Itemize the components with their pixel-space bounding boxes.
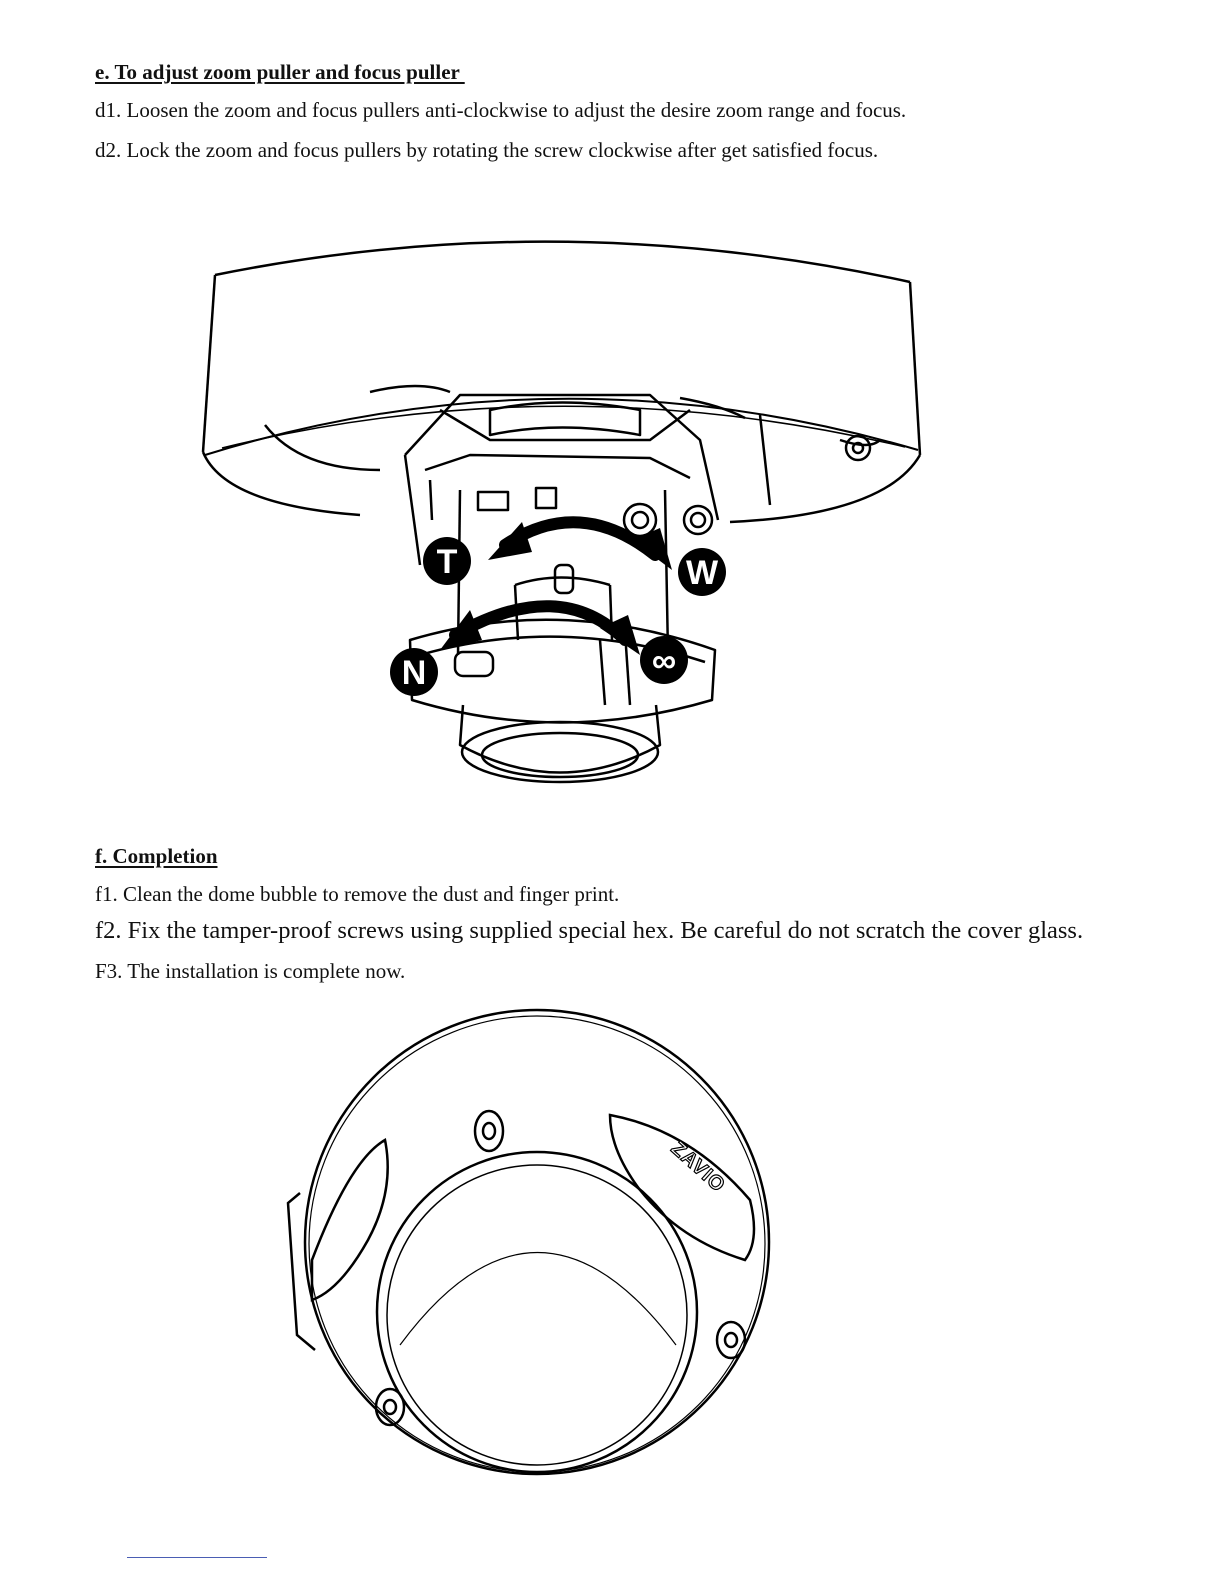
zavio-logo: ZAVIO — [666, 1137, 730, 1197]
section-e-heading: e. To adjust zoom puller and focus puller — [95, 60, 465, 84]
step-f3: F3. The installation is complete now. — [95, 959, 406, 983]
footer-rule — [127, 1557, 267, 1558]
step-f1: f1. Clean the dome bubble to remove the dust and finger print. — [95, 882, 620, 906]
svg-text:W: W — [685, 554, 719, 592]
svg-text:T: T — [436, 543, 458, 581]
svg-text:∞: ∞ — [651, 642, 677, 680]
step-d1: d1. Loosen the zoom and focus pullers anti-clockwise to adjust the desire zoom range and focus. — [95, 98, 907, 122]
step-f2: f2. Fix the tamper-proof screws using supplied special hex. Be careful do not scratch the cover glass. — [95, 917, 1084, 944]
step-d2: d2. Lock the zoom and focus pullers by rotating the screw clockwise after get satisfied focus. — [95, 138, 879, 162]
section-f-heading: f. Completion — [95, 844, 218, 868]
svg-text:N: N — [401, 654, 427, 692]
